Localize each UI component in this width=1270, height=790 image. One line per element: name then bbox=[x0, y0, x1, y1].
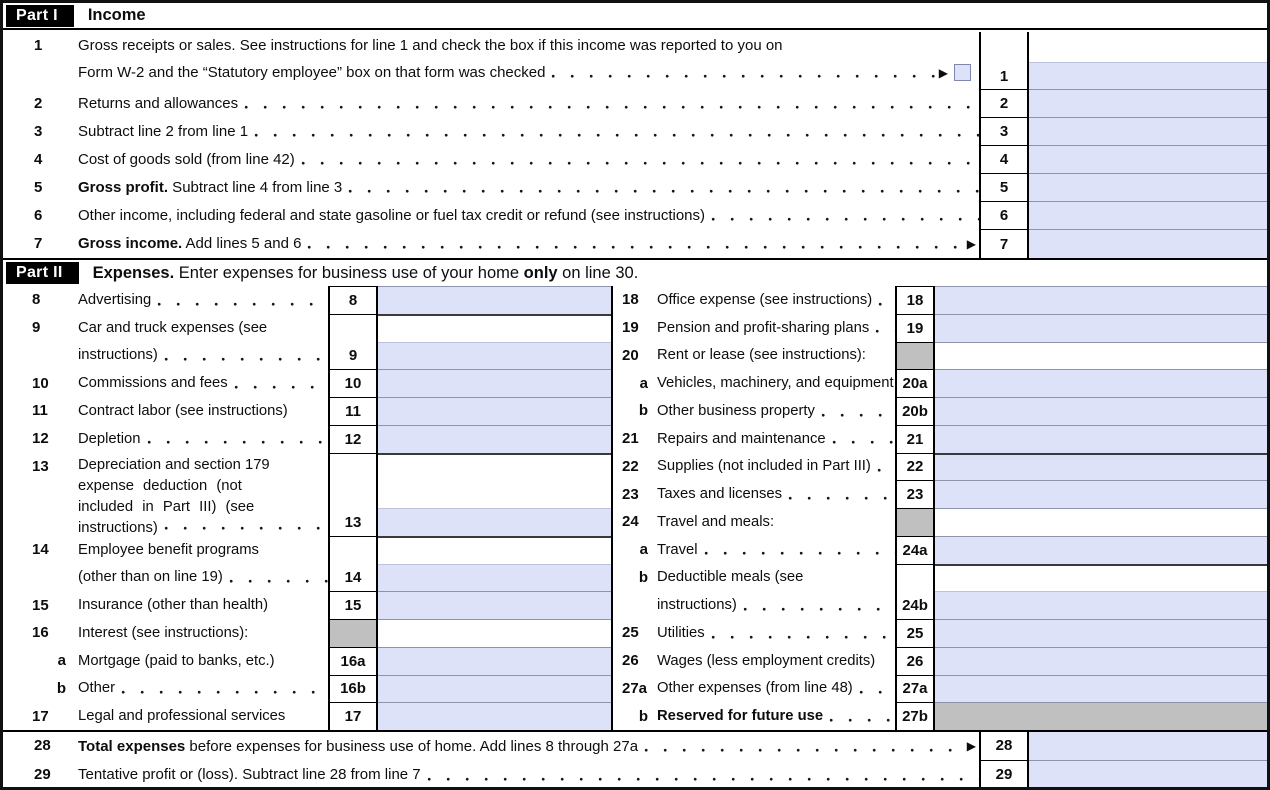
line-14-amount-field[interactable] bbox=[378, 564, 611, 592]
line-12-amount-field[interactable] bbox=[378, 425, 611, 453]
line-number: 27a bbox=[622, 679, 648, 697]
line-number: 17 bbox=[32, 707, 49, 725]
line-number: 19 bbox=[622, 319, 639, 337]
expenses-right-column: 18 Office expense (see instructions) 18 19 Pension and profit-sharing plans 19 20 Rent or lease (see instructions): a Vehicles, machinery, and equipment 20a b Other business property 20b 21 Repairs and maintenance 21 22 Supplies (not included in Part III) 22 23 Taxes and licenses 23 24 Travel and meals: a Travel 24a b Deductible meals (see instructions) 24b 25 Utilities 25 26 Wages (less employment credits) 26 27a Other expenses (from line 48) 27a b Reserved for future use 27b bbox=[613, 286, 1267, 730]
line-29-amount-field[interactable] bbox=[1029, 761, 1267, 790]
line-8-amount-field[interactable] bbox=[378, 286, 611, 314]
line-16-amount-area bbox=[378, 619, 611, 647]
part2-header bbox=[3, 258, 1267, 286]
line-9-label: Car and truck expenses (see bbox=[78, 319, 268, 336]
line-8-box-number: 8 bbox=[328, 286, 378, 314]
line-17-box-number: 17 bbox=[328, 702, 378, 730]
line-27b-reserved-area bbox=[935, 702, 1267, 730]
part2-title: Expenses. bbox=[92, 263, 175, 282]
dot-leader bbox=[782, 480, 895, 508]
line-number: 12 bbox=[32, 430, 49, 448]
dot-leader bbox=[705, 619, 895, 647]
line-21-label: Repairs and maintenance bbox=[657, 430, 826, 447]
line-14-label: Employee benefit programs bbox=[78, 541, 259, 558]
line-number: 9 bbox=[32, 319, 41, 337]
line-20b-box-number: 20b bbox=[895, 397, 935, 425]
line-number: 24 bbox=[622, 513, 639, 531]
line-number: 16 bbox=[32, 624, 49, 642]
line-20b-label: Other business property bbox=[657, 402, 815, 419]
line-7-box-number: 7 bbox=[979, 230, 1029, 258]
dot-leader bbox=[151, 286, 328, 314]
line-6-label: Other income, including federal and state gasoline or fuel tax credit or refund (see instructions) bbox=[78, 207, 705, 224]
line-22-label: Supplies (not included in Part III) bbox=[657, 458, 871, 475]
dot-leader bbox=[737, 591, 895, 619]
line-3-label: Subtract line 2 from line 1 bbox=[78, 123, 249, 140]
line-number: 2 bbox=[34, 95, 43, 112]
line-5-label: Gross profit. Subtract line 4 from line 3 bbox=[78, 179, 343, 196]
income-row-3 bbox=[3, 118, 1267, 146]
dot-leader bbox=[158, 341, 328, 369]
line-18-box-number: 18 bbox=[895, 286, 935, 314]
line-17-amount-field[interactable] bbox=[378, 702, 611, 730]
line-23-box-number: 23 bbox=[895, 480, 935, 508]
line-24-amount-area bbox=[935, 508, 1267, 536]
line-24b-amount-field[interactable] bbox=[935, 591, 1267, 619]
line-27a-amount-field[interactable] bbox=[935, 675, 1267, 703]
line-3-box-number: 3 bbox=[979, 118, 1029, 146]
line-11-amount-field[interactable] bbox=[378, 397, 611, 425]
line-letter: b bbox=[638, 402, 648, 420]
line-21-amount-field[interactable] bbox=[935, 425, 1267, 453]
dot-leader bbox=[545, 59, 936, 86]
line-20-label: Rent or lease (see instructions): bbox=[657, 347, 866, 364]
line-10-label: Commissions and fees bbox=[78, 375, 228, 392]
line-24a-box-number: 24a bbox=[895, 536, 935, 564]
line-23-amount-field[interactable] bbox=[935, 480, 1267, 508]
line-16a-label: Mortgage (paid to banks, etc.) bbox=[78, 652, 275, 669]
line-number: 5 bbox=[34, 179, 43, 196]
line-letter: a bbox=[639, 374, 648, 392]
part2-tab: Part II bbox=[6, 262, 79, 284]
line-24b-box-number: 24b bbox=[895, 564, 935, 620]
line-13-box-number: 13 bbox=[328, 453, 378, 536]
line-14-amount-cell bbox=[378, 536, 611, 592]
line-24a-label: Travel bbox=[657, 541, 698, 558]
statutory-employee-checkbox[interactable] bbox=[954, 64, 971, 81]
income-row-4 bbox=[3, 146, 1267, 174]
line-26-label: Wages (less employment credits) bbox=[657, 652, 876, 669]
line-13-label: Depreciation and section 179 bbox=[78, 456, 270, 473]
line-13-amount-cell bbox=[378, 453, 611, 536]
line-21-box-number: 21 bbox=[895, 425, 935, 453]
dot-leader bbox=[869, 314, 895, 342]
line-20a-box-number: 20a bbox=[895, 369, 935, 397]
line-27a-label: Other expenses (from line 48) bbox=[657, 680, 853, 697]
line-number: 14 bbox=[32, 541, 49, 559]
line-2-label: Returns and allowances bbox=[78, 95, 239, 112]
line-9-box-number: 9 bbox=[328, 314, 378, 370]
dot-leader bbox=[342, 174, 979, 201]
line-26-box-number: 26 bbox=[895, 647, 935, 675]
line-number: 29 bbox=[34, 765, 51, 783]
line-24-shaded-box bbox=[895, 508, 935, 536]
dot-leader bbox=[826, 425, 895, 453]
line-28-amount-field[interactable] bbox=[1029, 732, 1267, 761]
line-17-label: Legal and professional services bbox=[78, 708, 286, 725]
totals-rows bbox=[3, 730, 1267, 787]
line-16-shaded-box bbox=[328, 619, 378, 647]
line-11-label: Contract labor (see instructions) bbox=[78, 402, 288, 419]
line-number: 11 bbox=[32, 402, 48, 420]
dot-leader bbox=[872, 286, 895, 314]
line-29-label: Tentative profit or (loss). Subtract line 28 from line 7 bbox=[78, 766, 421, 783]
dot-leader bbox=[238, 90, 979, 117]
line-15-label: Insurance (other than health) bbox=[78, 597, 269, 614]
line-number: 6 bbox=[34, 207, 43, 224]
dot-leader bbox=[141, 425, 328, 453]
expenses-left-column: 8 Advertising 8 9 Car and truck expenses (see instructions) 9 10 Commissions and fees 10 11 Contract labor (see instructions) 11 12 Depletion 12 13 Depreciation and section 179 expense deduction (not included in Part III) (see instructions) 13 14 Employee benefit programs (other than on line 19) 14 15 Insurance (other than health) 15 16 Interest (see instructions): a Mortgage (paid to banks, etc.) 16a b Other 16b 17 Legal and professional services 17 bbox=[3, 286, 613, 730]
line-number: 23 bbox=[622, 485, 639, 503]
line-number: 7 bbox=[34, 235, 43, 252]
line-14-box-number: 14 bbox=[328, 536, 378, 592]
line-number: 18 bbox=[622, 291, 639, 309]
line-16a-box-number: 16a bbox=[328, 647, 378, 675]
line-letter: b bbox=[56, 679, 66, 697]
line-9-amount-field[interactable] bbox=[378, 342, 611, 370]
part1-header bbox=[3, 3, 1267, 30]
line-20-amount-area bbox=[935, 342, 1267, 370]
right-arrow-icon: ▶ bbox=[966, 236, 976, 251]
line-27b-label: Reserved for future use bbox=[657, 708, 824, 725]
line-number: 1 bbox=[34, 37, 43, 54]
line-23-label: Taxes and licenses bbox=[657, 486, 783, 503]
income-row-6 bbox=[3, 202, 1267, 230]
income-row-7 bbox=[3, 230, 1267, 258]
dot-leader bbox=[871, 453, 895, 481]
line-25-amount-field[interactable] bbox=[935, 619, 1267, 647]
line-18-label: Office expense (see instructions) bbox=[657, 291, 873, 308]
dot-leader bbox=[301, 230, 964, 257]
line-25-box-number: 25 bbox=[895, 619, 935, 647]
line-19-amount-field[interactable] bbox=[935, 314, 1267, 342]
line-number: 13 bbox=[32, 457, 49, 475]
line-6-amount-field[interactable] bbox=[1029, 202, 1267, 230]
expense-row-28 bbox=[3, 732, 1267, 761]
part1-tab: Part I bbox=[6, 5, 74, 27]
line-15-amount-field[interactable] bbox=[378, 591, 611, 619]
dot-leader bbox=[421, 761, 979, 789]
dot-leader bbox=[248, 118, 979, 145]
part2-expenses-table bbox=[3, 286, 1267, 730]
income-row-1 bbox=[3, 32, 1267, 90]
line-letter: a bbox=[57, 652, 66, 670]
line-number: 28 bbox=[34, 737, 51, 754]
line-1-amount-field[interactable] bbox=[1029, 62, 1267, 89]
line-16b-box-number: 16b bbox=[328, 675, 378, 703]
line-15-box-number: 15 bbox=[328, 591, 378, 619]
line-13-amount-field[interactable] bbox=[378, 508, 611, 536]
line-27b-box-number: 27b bbox=[895, 702, 935, 730]
dot-leader bbox=[228, 369, 328, 397]
line-25-label: Utilities bbox=[657, 624, 705, 641]
line-22-amount-field[interactable] bbox=[935, 453, 1267, 481]
line-24a-amount-field[interactable] bbox=[935, 536, 1267, 564]
dot-leader bbox=[223, 563, 328, 591]
line-24b-label: Deductible meals (see bbox=[657, 569, 804, 586]
expense-row-29 bbox=[3, 761, 1267, 790]
line-26-amount-field[interactable] bbox=[935, 647, 1267, 675]
dot-leader bbox=[705, 202, 979, 229]
line-2-amount-field[interactable] bbox=[1029, 90, 1267, 118]
line-number: 26 bbox=[622, 652, 639, 670]
line-number: 3 bbox=[34, 123, 43, 140]
dot-leader bbox=[823, 702, 895, 730]
line-number: 10 bbox=[32, 374, 49, 392]
line-18-amount-field[interactable] bbox=[935, 286, 1267, 314]
line-22-box-number: 22 bbox=[895, 453, 935, 481]
line-4-box-number: 4 bbox=[979, 146, 1029, 174]
line-1-label-continued: Form W-2 and the “Statutory employee” box on that form was checked bbox=[78, 64, 546, 81]
income-row-5 bbox=[3, 174, 1267, 202]
line-9-amount-cell bbox=[378, 314, 611, 370]
line-10-amount-field[interactable] bbox=[378, 369, 611, 397]
dot-leader bbox=[815, 397, 895, 425]
line-number: 15 bbox=[32, 596, 49, 614]
dot-leader bbox=[158, 517, 328, 536]
line-letter: a bbox=[639, 541, 648, 559]
line-11-box-number: 11 bbox=[328, 397, 378, 425]
line-28-box-number: 28 bbox=[979, 732, 1029, 761]
line-letter: b bbox=[638, 568, 648, 586]
line-1-box-number: 1 bbox=[979, 32, 1029, 90]
line-27a-box-number: 27a bbox=[895, 675, 935, 703]
line-3-amount-field[interactable] bbox=[1029, 118, 1267, 146]
line-1-amount-cell bbox=[1029, 32, 1267, 90]
line-7-amount-field[interactable] bbox=[1029, 230, 1267, 258]
line-24b-amount-cell bbox=[935, 564, 1267, 620]
line-1-label: Gross receipts or sales. See instructions for line 1 and check the box if this income was reported to you on bbox=[78, 37, 783, 54]
line-19-label: Pension and profit-sharing plans bbox=[657, 319, 870, 336]
line-number: 21 bbox=[622, 430, 639, 448]
line-letter: b bbox=[638, 707, 648, 725]
line-28-label: Total expenses before expenses for business use of home. Add lines 8 through 27a bbox=[78, 737, 639, 755]
right-arrow-icon: ▶ bbox=[966, 739, 976, 753]
line-number: 20 bbox=[622, 346, 639, 364]
dot-leader bbox=[853, 675, 895, 703]
line-2-box-number: 2 bbox=[979, 90, 1029, 118]
line-16a-amount-field[interactable] bbox=[378, 647, 611, 675]
line-4-label: Cost of goods sold (from line 42) bbox=[78, 151, 295, 168]
line-20-shaded-box bbox=[895, 342, 935, 370]
line-number: 8 bbox=[32, 291, 41, 309]
line-12-box-number: 12 bbox=[328, 425, 378, 453]
line-19-box-number: 19 bbox=[895, 314, 935, 342]
line-16b-amount-field[interactable] bbox=[378, 675, 611, 703]
part1-title: Income bbox=[87, 6, 146, 24]
line-number: 4 bbox=[34, 151, 43, 168]
part2-subtitle-bold: only bbox=[523, 263, 558, 282]
dot-leader bbox=[295, 146, 979, 173]
line-10-box-number: 10 bbox=[328, 369, 378, 397]
line-12-label: Depletion bbox=[78, 430, 141, 447]
dot-leader bbox=[115, 675, 328, 703]
line-number: 22 bbox=[622, 457, 639, 475]
line-24-label: Travel and meals: bbox=[657, 513, 775, 530]
line-29-box-number: 29 bbox=[979, 761, 1029, 790]
line-16b-label: Other bbox=[78, 680, 116, 697]
line-7-label: Gross income. Add lines 5 and 6 bbox=[78, 235, 302, 252]
line-8-label: Advertising bbox=[78, 291, 152, 308]
part2-subtitle: Enter expenses for business use of your home bbox=[174, 263, 524, 282]
line-16-label: Interest (see instructions): bbox=[78, 624, 249, 641]
line-20a-label: Vehicles, machinery, and equipment bbox=[657, 375, 894, 392]
dot-leader bbox=[638, 732, 965, 760]
line-20b-amount-field[interactable] bbox=[935, 397, 1267, 425]
right-arrow-icon: ▶ bbox=[938, 65, 948, 80]
line-5-amount-field[interactable] bbox=[1029, 174, 1267, 202]
line-4-amount-field[interactable] bbox=[1029, 146, 1267, 174]
line-20a-amount-field[interactable] bbox=[935, 369, 1267, 397]
line-6-box-number: 6 bbox=[979, 202, 1029, 230]
dot-leader bbox=[698, 536, 895, 564]
part2-subtitle-end: on line 30. bbox=[557, 263, 639, 282]
line-5-box-number: 5 bbox=[979, 174, 1029, 202]
income-row-2 bbox=[3, 90, 1267, 118]
line-number: 25 bbox=[622, 624, 639, 642]
part1-income-table bbox=[3, 32, 1267, 258]
